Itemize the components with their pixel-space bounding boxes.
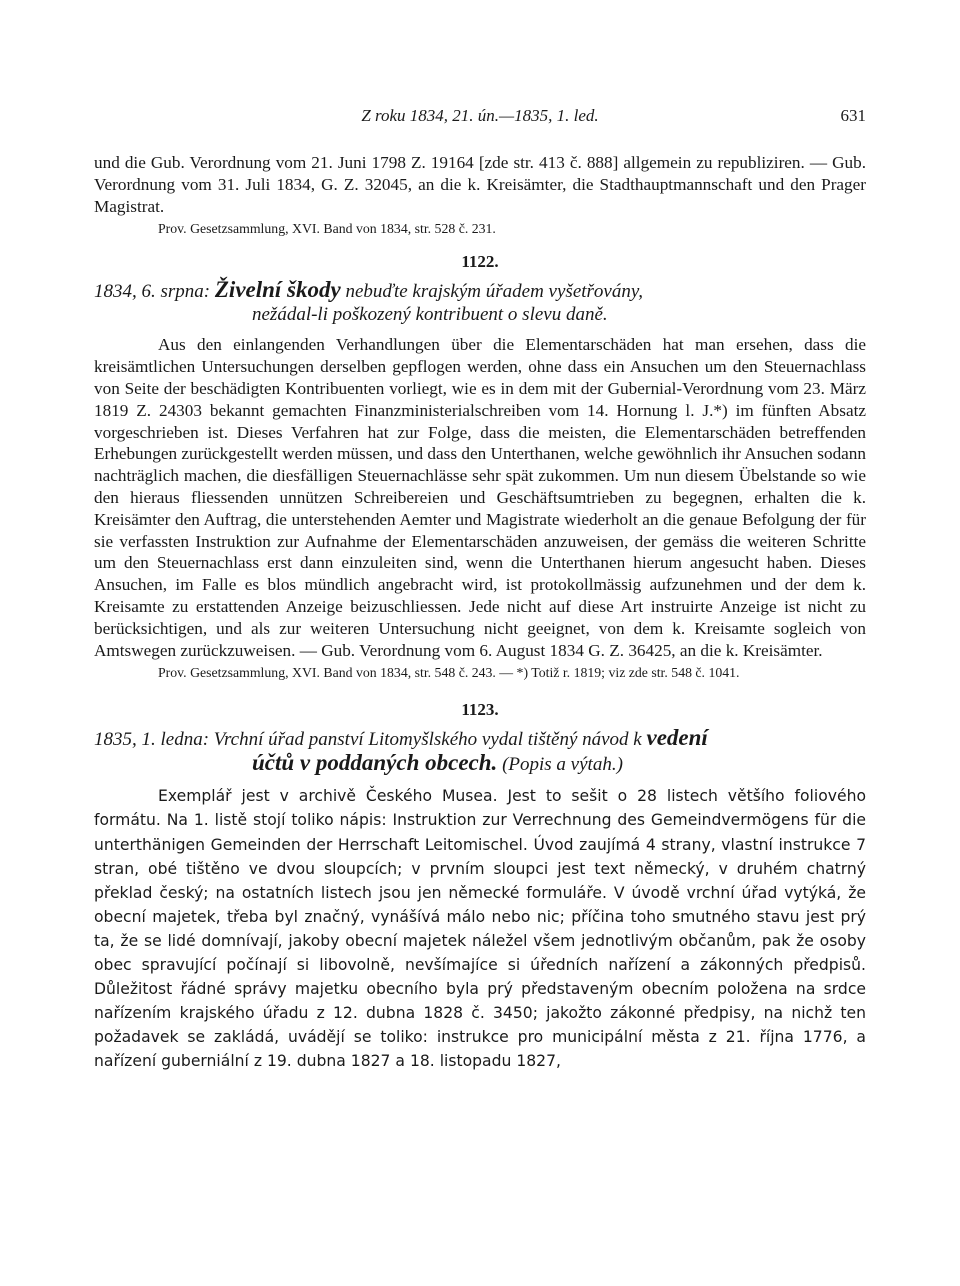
- page-number: 631: [840, 106, 866, 125]
- page-header: [94, 100, 866, 128]
- regest-text: nebuďte krajským úřadem vyšetřovány,: [345, 281, 643, 303]
- regest-keyword-continued: účtů v poddaných obcech.: [252, 750, 498, 776]
- regest-date: 1835, 1. ledna:: [94, 729, 210, 751]
- document-source-1122: Prov. Gesetzsammlung, XVI. Band von 1834, str. 548 č. 243. — *) Totiž r. 1819; viz zde str. 548 č. 1041.: [158, 665, 740, 681]
- regest-text: Vrchní úřad panství Litomyšlského vydal tištěný návod k: [213, 729, 642, 751]
- previous-document-source: Prov. Gesetzsammlung, XVI. Band von 1834, str. 528 č. 231.: [158, 221, 496, 237]
- document-number-1123: 1123.: [461, 700, 499, 720]
- document-body-1122: Aus den einlangenden Verhandlungen über die Elementarschäden hat man ersehen, dass die kreisämtlichen Untersuchungen derselben gepflogen werden, ohne dass ein Ansuchen um den Steuernachlass von Seite der beschädigten Kontribuenten vorliegt, wie es in dem mit der Gubernial-Verordnung vom 23. März 1819 Z. 24303 bekannt gemachten Finanzministerialschreiben vom 14. Hornung l. J.*) im fünften Absatz vorgeschrieben ist. Dieses Verfahren hat zur Folge, dass die meisten, die Elementarschäden betreffenden Erhebungen zurückgestellt werden müssen, und dass den Unterthanen, welche gewöhnlich ihr Ansuchen sodann nachträglich machen, die diesfälligen Steuernachlässe sehr spät zukommen. Um nun diesem Übelstande so wie den hieraus fliessenden unnützen Schreibereien und Geschäftsumtrieben zu begegnen, erhalten die k. Kreisämter den Auftrag, die unterstehenden Aemter und Magistrate wiederholt an die genaue Befolgung der für sie verfassten Instruktion zur Aufnahme der Elementarschäden anzuweisen, der gemäss die weiteren Schritte um den Steuernachlass erst dann einzuleiten sind, wenn die Unterthanen hierum angesucht haben. Dieses Ansuchen, im Falle es blos mündlich angebracht wird, ist protokollmässig aufzunehmen und der dem k. Kreisamte zu erstattenden Anzeige beizuschliessen. Jede nicht auf diese Art instruirte Anzeige ist nicht zu berücksichtigen, und als zur weiteren Untersuchung nicht geeignet, von dem k. Kreisamte sogleich von Amtswegen zurückzuweisen. — Gub. Verordnung vom 6. August 1834 G. Z. 36425, an die k. Kreisämter.: [94, 335, 866, 660]
- document-number-1122: 1122.: [461, 252, 499, 272]
- regest-date: 1834, 6. srpna:: [94, 281, 211, 303]
- regest-1122: [94, 278, 866, 326]
- running-head: Z roku 1834, 21. ún.—1835, 1. led.: [361, 106, 599, 125]
- regest-keyword: vedení: [646, 725, 708, 751]
- regest-text-continued: nežádal-li poškozený kontribuent o slevu daně.: [252, 304, 608, 326]
- page: [94, 100, 866, 1073]
- document-body-1123: Exemplář jest v archivě Českého Musea. Jest to sešit o 28 listech většího foliového formátu. Na 1. listě stojí toliko nápis: Instruktion zur Verrechnung des Gemeindvermögens für die unterthänigen Gemeinden der Herrschaft Leitomischel. Úvod zaujímá 4 strany, vlastní instrukce 7 stran, obé tištěno ve dvou sloupcích; v prvním sloupci jest text německý, v druhém chatrný překlad český; na ostatních listech jsou jen německé formuláře. V úvodě vrchní úřad vytýká, že obecní majetek, třeba byl značný, vynášívá málo nebo nic; příčina toho smutného stavu jest prý ta, že se lidé domnívají, jakoby obecní majetek náležel všem jednotlivým občanům, pak že osoby obec spravující počínají si libovolně, nevšímajíce si úředních nařízení a zákonných předpisů. Důležitost řádné správy majetku obecního byla prý představeným obecním položena na srdce nařízením krajského úřadu z 12. dubna 1828 č. 3450; jakožto zákonné předpisy, na nichž ten požadavek se zakládá, uvádějí se toliko: instrukce pro municipální města z 21. října 1776, a nařízení guberniální z 19. dubna 1827 a 18. listopadu 1827,: [94, 787, 866, 1071]
- regest-line-2: [94, 751, 866, 776]
- regest-keyword: Živelní škody: [214, 277, 341, 303]
- regest-1123: [94, 726, 866, 776]
- regest-note: (Popis a výtah.): [502, 754, 623, 776]
- previous-document-tail: und die Gub. Verordnung vom 21. Juni 1798 Z. 19164 [zde str. 413 č. 888] allgemein zu republiziren. — Gub. Verordnung vom 31. Juli 1834, G. Z. 32045, an die k. Kreisämter, die Stadthauptmannschaft und den Prager Magistrat.: [94, 153, 866, 216]
